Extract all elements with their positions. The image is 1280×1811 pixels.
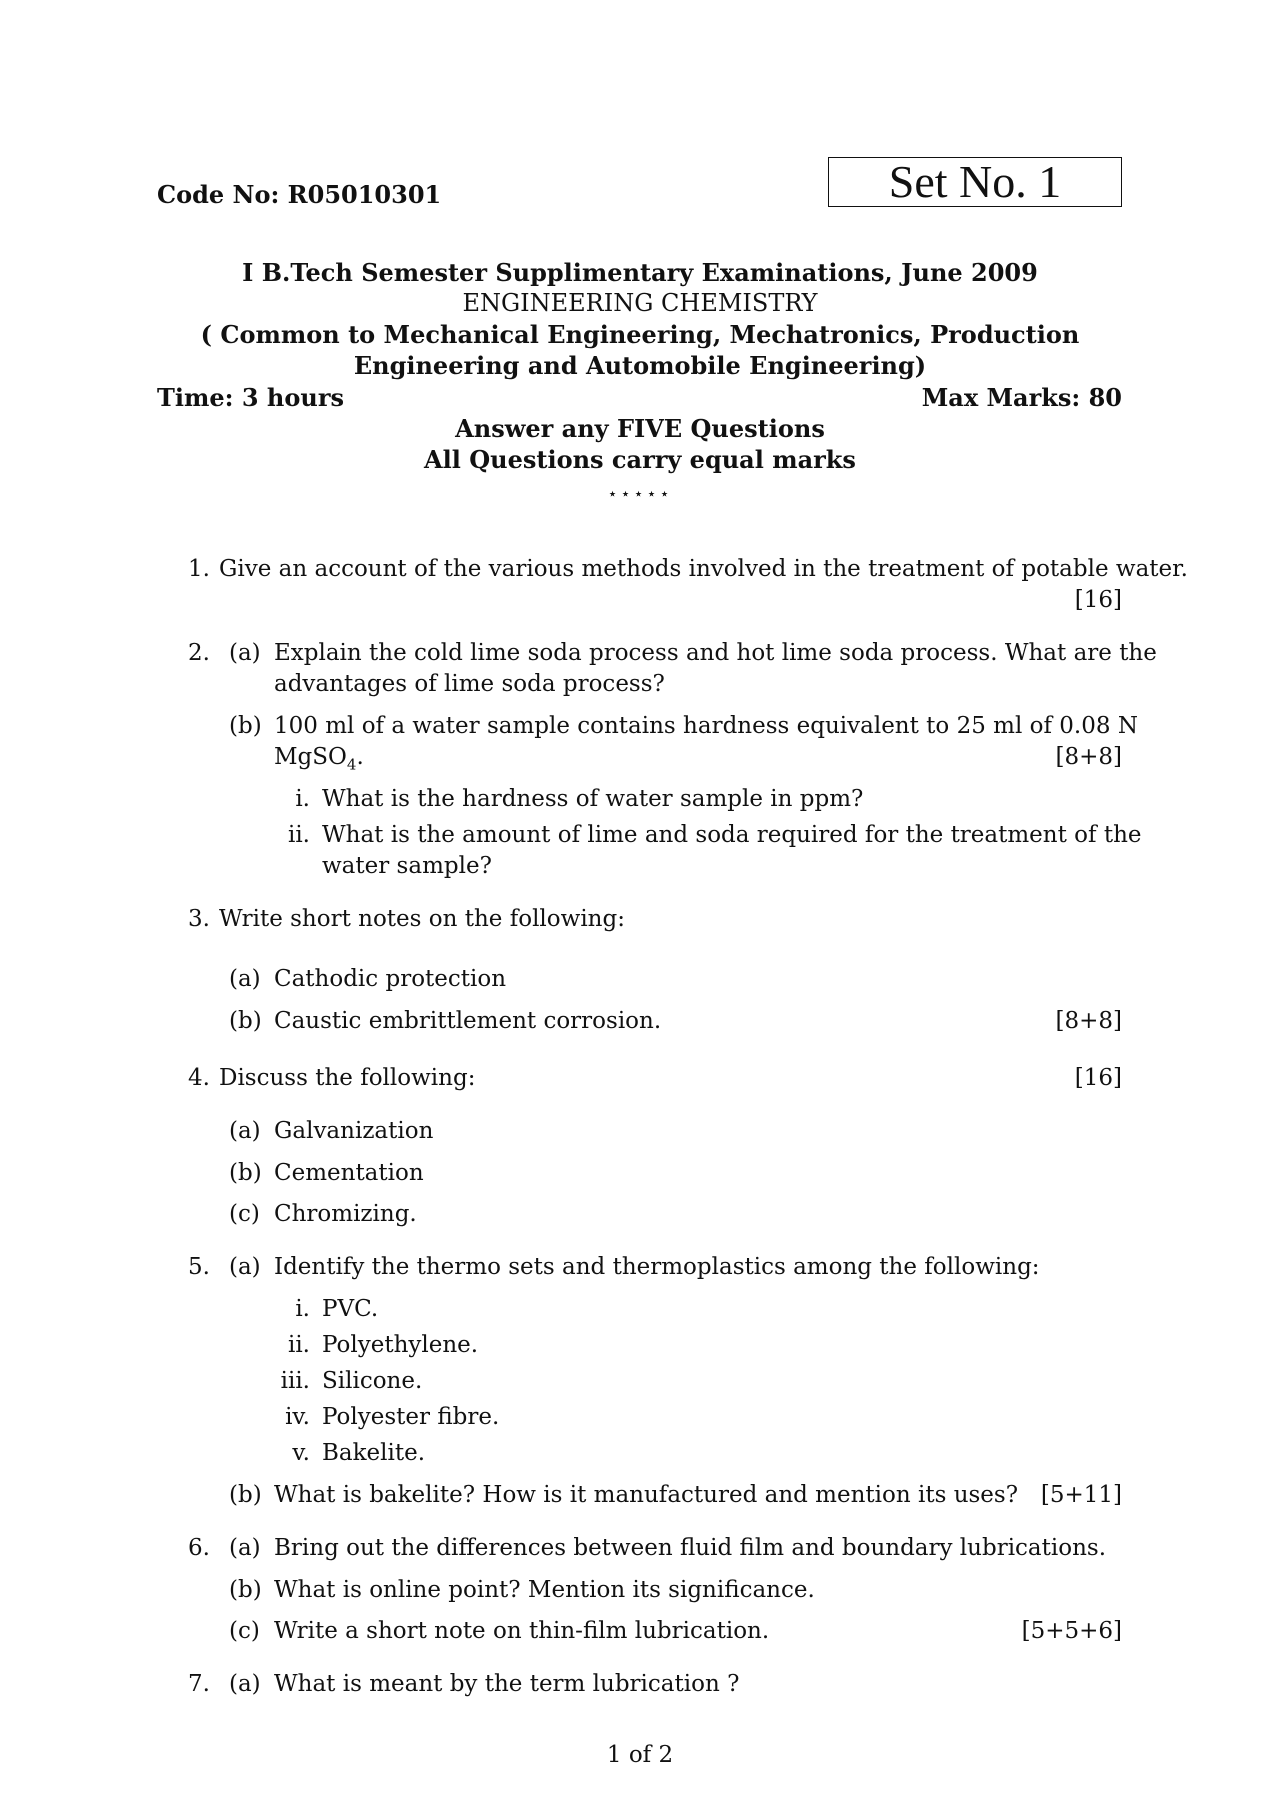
q6c-label: (c) bbox=[229, 1618, 260, 1644]
q6a-label: (a) bbox=[229, 1535, 261, 1561]
q2b-formula-subscript: 4 bbox=[346, 755, 357, 774]
q4b-text: Cementation bbox=[274, 1160, 424, 1186]
q2b-ii-line-1: What is the amount of lime and soda required for the treatment of the bbox=[322, 822, 1142, 848]
time-label: Time: 3 hours bbox=[157, 383, 344, 412]
q1-number: 1. bbox=[188, 556, 210, 582]
q4a-label: (a) bbox=[229, 1118, 261, 1144]
instruction-answer-five: Answer any FIVE Questions bbox=[455, 414, 825, 443]
q4c-text: Chromizing. bbox=[274, 1201, 417, 1227]
q5a-item-label: v. bbox=[292, 1440, 310, 1466]
q5a-item-text: Polyester fibre. bbox=[322, 1404, 500, 1430]
q3a-label: (a) bbox=[229, 966, 261, 992]
q6c-text: Write a short note on thin-film lubrication. bbox=[274, 1618, 770, 1644]
q1-marks: [16] bbox=[1074, 587, 1122, 613]
q3-number: 3. bbox=[188, 906, 210, 932]
q2b-label: (b) bbox=[229, 713, 262, 739]
q2b-period: . bbox=[356, 744, 364, 770]
q5-marks: [5+11] bbox=[1040, 1482, 1122, 1508]
q4a-text: Galvanization bbox=[274, 1118, 434, 1144]
q2b-ii-line-2: water sample? bbox=[322, 853, 492, 879]
q5a-label: (a) bbox=[229, 1254, 261, 1280]
q5-number: 5. bbox=[188, 1254, 210, 1280]
q5b-text: What is bakelite? How is it manufactured and mention its uses? bbox=[274, 1482, 1019, 1508]
q5b-label: (b) bbox=[229, 1482, 262, 1508]
instruction-equal-marks: All Questions carry equal marks bbox=[424, 445, 856, 474]
q2b-line-2 bbox=[274, 744, 364, 774]
subject-title: ENGINEERING CHEMISTRY bbox=[462, 289, 818, 317]
q7a-text: What is meant by the term lubrication ? bbox=[274, 1671, 740, 1697]
q2b-ii-label: ii. bbox=[287, 822, 310, 848]
q4-number: 4. bbox=[188, 1065, 210, 1091]
q2b-i-label: i. bbox=[295, 786, 310, 812]
exam-title: I B.Tech Semester Supplimentary Examinations, June 2009 bbox=[242, 258, 1038, 287]
q5a-item-text: Bakelite. bbox=[322, 1440, 426, 1466]
common-note-line-2: Engineering and Automobile Engineering) bbox=[353, 351, 927, 380]
q6-number: 6. bbox=[188, 1535, 210, 1561]
q4c-label: (c) bbox=[229, 1201, 260, 1227]
q4b-label: (b) bbox=[229, 1160, 262, 1186]
q1-text: Give an account of the various methods involved in the treatment of potable water. bbox=[219, 556, 1188, 582]
q5a-item-label: i. bbox=[295, 1296, 310, 1322]
q4-marks: [16] bbox=[1074, 1065, 1122, 1091]
q6b-text: What is online point? Mention its significance. bbox=[274, 1577, 815, 1603]
q3b-text: Caustic embrittlement corrosion. bbox=[274, 1008, 662, 1034]
q3-marks: [8+8] bbox=[1055, 1008, 1122, 1034]
page-number: 1 of 2 bbox=[606, 1742, 674, 1768]
set-number-box: Set No. 1 bbox=[828, 157, 1122, 207]
q5a-item-text: Silicone. bbox=[322, 1368, 423, 1394]
q6b-label: (b) bbox=[229, 1577, 262, 1603]
q2b-i-text: What is the hardness of water sample in ppm? bbox=[322, 786, 864, 812]
q2a-line-1: Explain the cold lime soda process and hot lime soda process. What are the bbox=[274, 640, 1157, 666]
max-marks-label: Max Marks: 80 bbox=[921, 383, 1122, 412]
q6-marks: [5+5+6] bbox=[1021, 1618, 1122, 1644]
q2a-line-2: advantages of lime soda process? bbox=[274, 671, 665, 697]
q5a-item-label: iii. bbox=[280, 1368, 310, 1394]
q5a-item-text: Polyethylene. bbox=[322, 1332, 479, 1358]
q5a-item-label: iv. bbox=[285, 1404, 310, 1430]
q5a-item-text: PVC. bbox=[322, 1296, 379, 1322]
code-number: Code No: R05010301 bbox=[157, 180, 442, 209]
q3a-text: Cathodic protection bbox=[274, 966, 507, 992]
q5a-text: Identify the thermo sets and thermoplastics among the following: bbox=[274, 1254, 1040, 1280]
common-note-line-1: ( Common to Mechanical Engineering, Mechatronics, Production bbox=[200, 320, 1080, 349]
q2a-label: (a) bbox=[229, 640, 261, 666]
q2-number: 2. bbox=[188, 640, 210, 666]
q2b-formula: MgSO bbox=[274, 744, 347, 770]
q3-text: Write short notes on the following: bbox=[219, 906, 625, 932]
q5a-item-label: ii. bbox=[287, 1332, 310, 1358]
q4-text: Discuss the following: bbox=[219, 1065, 476, 1091]
q6a-text: Bring out the differences between fluid film and boundary lubrications. bbox=[274, 1535, 1107, 1561]
q2b-line-1: 100 ml of a water sample contains hardness equivalent to 25 ml of 0.08 N bbox=[274, 713, 1138, 739]
q7-number: 7. bbox=[188, 1671, 210, 1697]
q7a-label: (a) bbox=[229, 1671, 261, 1697]
q2-marks: [8+8] bbox=[1055, 744, 1122, 770]
stars-divider: ⋆⋆⋆⋆⋆ bbox=[607, 484, 673, 503]
q3b-label: (b) bbox=[229, 1008, 262, 1034]
